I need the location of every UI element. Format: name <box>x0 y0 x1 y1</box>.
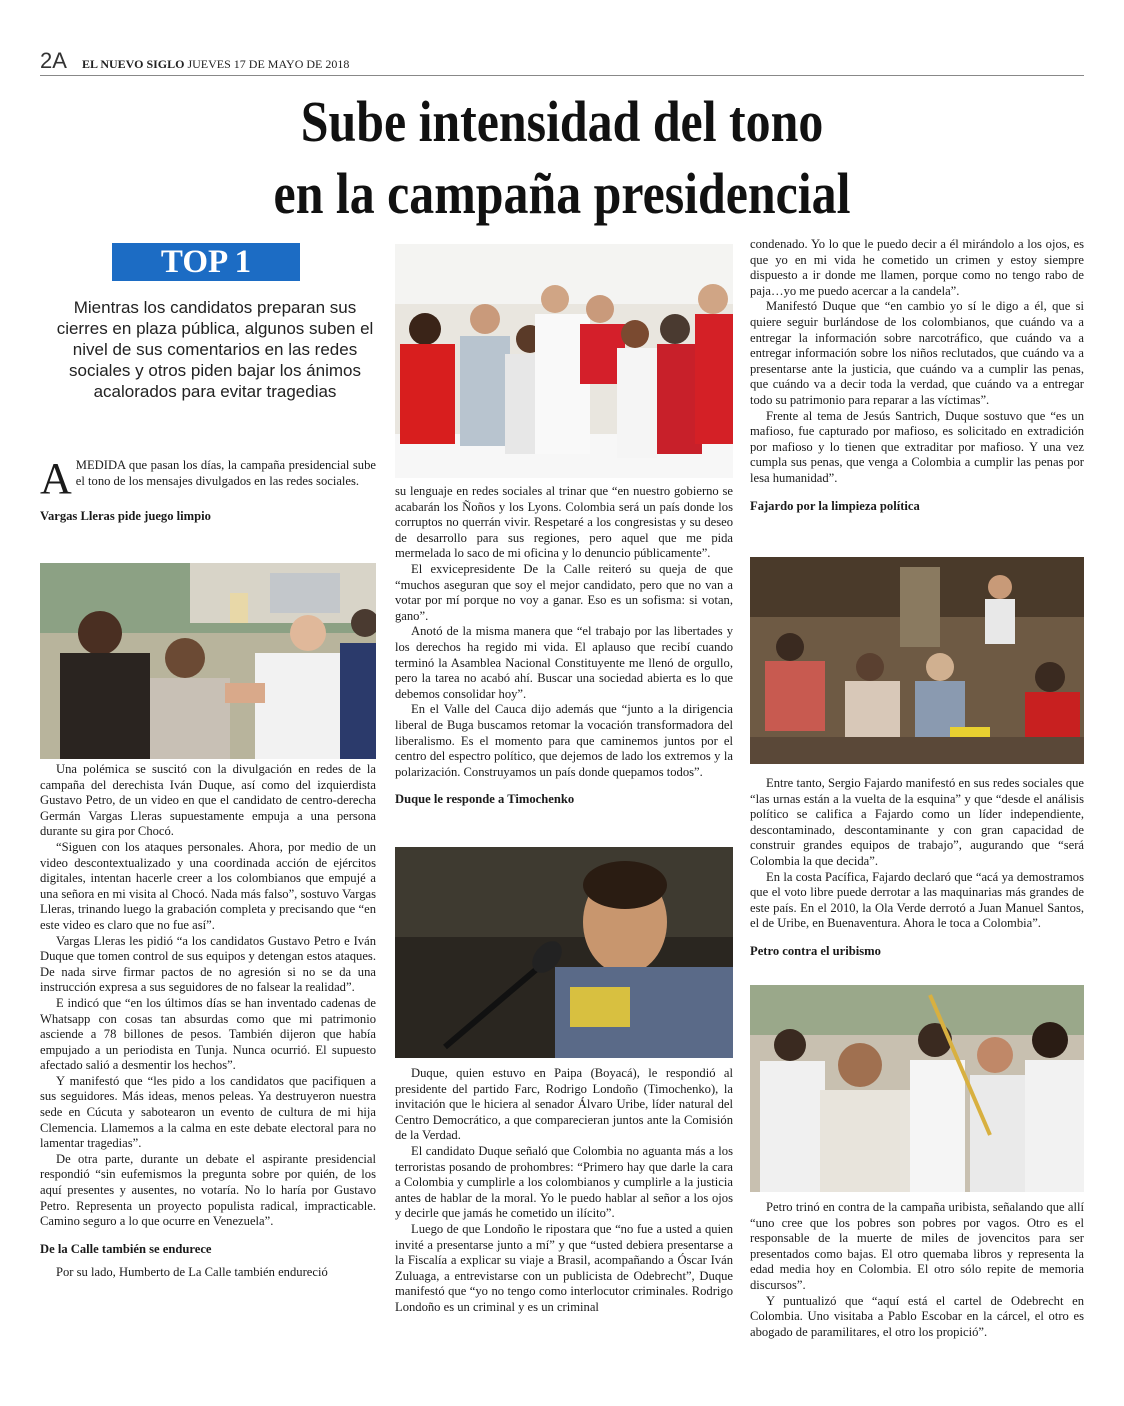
page-folio: 2A <box>40 48 67 73</box>
subhead-vargas: Vargas Lleras pide juego limpio <box>40 509 211 524</box>
headline-line-2: en la campaña presidencial <box>273 161 851 226</box>
subhead-fajardo: Fajardo por la limpieza política <box>750 498 920 513</box>
subhead-petro: Petro contra el uribismo <box>750 943 881 958</box>
photo-gustavo-petro <box>750 985 1084 1192</box>
photo-ivan-duque <box>395 847 733 1058</box>
header-rule <box>40 75 1084 76</box>
paragraph: Frente al tema de Jesús Santrich, Duque sostuvo que “es un mafioso, fue capturado por mafioso, es solicitado en extradición por mafioso y lo tienen que extraditar por mafioso. Y una vez cumpla sus penas, que venga a Colombia a cumplir las penas por lesa humanidad”. <box>750 408 1084 485</box>
paragraph: E indicó que “en los últimos días se han inventado cadenas de Whatsapp con cosas tan absurdas como que mi patrimonio asciende a 78 billones de pesos. También dijeron que había empujado a un periodista en Tunja. Nunca ocurrió. El supuesto afectado salió a desmentir los hechos”. <box>40 995 376 1073</box>
paragraph: Anotó de la misma manera que “el trabajo por las libertades y los derechos ha regido mi vida. El aplauso que recibí cuando terminó la Asamblea Nacional Constituyente me llenó de orgullo, pero la tarea no acabó ahí. Buscar una sociedad abierta es lo que debemos consolidar hoy”. <box>395 624 733 701</box>
column-3-footer <box>750 1200 1084 1340</box>
headline <box>113 86 1011 230</box>
paragraph: Entre tanto, Sergio Fajardo manifestó en sus redes sociales que “las urnas están a la vuelta de la esquina” y que “desde el análisis político se califica a Fajardo como un líder independiente, descontaminado, descontaminante y con gran capacidad de construir grandes equipos de trabajo”, augurando que “será Colombia la que decida”. <box>750 776 1084 868</box>
column-3 <box>750 237 1084 522</box>
photo-sergio-fajardo <box>750 557 1084 764</box>
paragraph: condenado. Yo lo que le puedo decir a él mirándolo a los ojos, es que yo en mi vida he cometido un crimen y estoy siempre dispuesto a ir donde me llamen, porque como no tengo rabo de paja…yo me puedo acercar a la candela”. <box>750 237 1084 298</box>
paragraph: De otra parte, durante un debate el aspirante presidencial respondió “sin eufemismos la pregunta sobre por quién, de los aquí presentes y ausentes, no votaría. No lo haría por Gustavo Petro. Representa un proyecto populista radical, impracticable. Camino seguro a lo que ocurre en Venezuela”. <box>40 1151 376 1229</box>
masthead <box>82 57 349 72</box>
photo-group-image <box>395 244 733 478</box>
paragraph: El candidato Duque señaló que Colombia no aguanta más a los terroristas posando de prohombres: “Primero hay que darle la cara a Colombia y cumplirle a los colombianos y cumplirle a la justicia antes de hablar de la moral. Yo le puedo hablar al señor a los ojos y decirle que jamás he cometido un ilícito”. <box>395 1143 733 1221</box>
paragraph: Luego de que Londoño le ripostara que “no fue a usted a quien invité a presentarse junto a mí” y que “usted debiera presentarse a la Fiscalía a explicar su viaje a Brasil, acompañando a Óscar Iván Zuluaga, a entrevistarse con un publicista de Odebrecht”, Duque manifestó que “yo no tengo como interlocutor criminales. Rodrigo Londoño es un criminal y es un criminal <box>395 1221 733 1314</box>
paragraph: Manifestó Duque que “en cambio yo sí le digo a él, que si quiere seguir burlándose de los colombianos, que cuándo va a entregar la información sobre narcotráfico, que cuándo va a entregar información sobre los niños reclutados, que cuándo va a presentarse ante la justicia, que cuándo va a cumplir las penas, que cuándo va a decir toda la verdad, que cuándo va a entregar todo su patrimonio para reparar a las víctimas”. <box>750 299 1084 407</box>
lead-paragraph: AMEDIDA que pasan los días, la campaña presidencial sube el tono de los mensajes divulgados en las redes sociales. <box>40 454 376 503</box>
newspaper-name: EL NUEVO SIGLO <box>82 57 185 71</box>
photo-fajardo-image <box>750 557 1084 764</box>
paragraph: El exvicepresidente De la Calle reiteró su queja de que “muchos aseguran que soy el mejor candidato, pero que no van a votar por mí porque no voy a ganar. Eso es un sofisma: si votan, gano”. <box>395 561 733 623</box>
paragraph: Duque, quien estuvo en Paipa (Boyacá), le respondió al presidente del partido Farc, Rodrigo Londoño (Timochenko), la invitación que le hiciera al senador Álvaro Uribe, líder natural del Centro Democrático, a que comparecieran juntos ante la Comisión de la Verdad. <box>395 1066 733 1143</box>
column-1-body <box>40 762 376 1280</box>
paragraph: Una polémica se suscitó con la divulgación en redes de la campaña del derechista Iván Duque, así como del izquierdista Gustavo Petro, de un video en que el candidato de centro-derecha Germán Vargas Lleras supuestamente empuja a una persona durante su gira por Chocó. <box>40 762 376 839</box>
subhead-de-la-calle: De la Calle también se endurece <box>40 1241 212 1256</box>
paragraph: En la costa Pacífica, Fajardo declaró que “acá ya demostramos que el voto libre puede derrotar a las maquinarias más grandes de este país. En el 2010, la Ola Verde derrotó a Juan Manuel Santos, el de Uribe, en Buenaventura. Ahora le toca a Colombia”. <box>750 869 1084 931</box>
paragraph: su lenguaje en redes sociales al trinar que “en nuestro gobierno se acabarán los Ñoños y los Lyons. Colombia será un país donde los corruptos no querrán vivir. Respetaré a los congresistas y su deseo de desarrollo para sus regiones, pero aquel que me pida mermelada lo saco de mi oficina y lo denuncio públicamente”. <box>395 484 733 561</box>
photo-vargas-image <box>40 563 376 759</box>
paragraph: Vargas Lleras les pidió “a los candidatos Gustavo Petro e Iván Duque que tomen control de sus equipos y detengan estos ataques. De nada sirve firmar pactos de no agresión si no se da una instrucción expresa a sus seguidores de no falsear la realidad”. <box>40 933 376 995</box>
paragraph: Petro trinó en contra de la campaña uribista, señalando que allí “uno cree que los pobres son pobres por vagos. Otro es el responsable de la muerte de miles de jovencitos para ser presentados como bajas. El otro quemaba libros y representa la edad media hoy en Colombia. El otro sólo repite de memoria discursos”. <box>750 1200 1084 1292</box>
photo-duque-image <box>395 847 733 1058</box>
paragraph: “Siguen con los ataques personales. Ahora, por medio de un video descontextualizado y una coordinada acción de ejércitos digitales, intentan hacerle creer a los colombianos que empujé a una señora en mi visita al Chocó. Nada más falso”, sostuvo Vargas Lleras, trinando luego la grabación completa y precisando que “en este video es claro que no fue así”. <box>40 839 376 932</box>
photo-petro-image <box>750 985 1084 1192</box>
deck: Mientras los candidatos preparan sus cierres en plaza pública, algunos suben el nivel de sus comentarios en las redes sociales y otros piden bajar los ánimos acalorados para evitar tragedias <box>56 298 374 401</box>
issue-date: JUEVES 17 DE MAYO DE 2018 <box>187 57 350 71</box>
column-2-body <box>395 1066 733 1316</box>
column-3-body <box>750 776 1084 967</box>
top-badge: TOP 1 <box>112 243 300 281</box>
column-1 <box>40 454 376 532</box>
paragraph: Y puntualizó que “aquí está el cartel de Odebrecht en Colombia. Uno visitaba a Pablo Escobar en la cárcel, el otro es abogado de paramilitares, el otro los propició”. <box>750 1293 1084 1339</box>
paragraph: Y manifestó que “les pido a los candidatos que pacifiquen a sus seguidores. Más ideas, menos peleas. Ya destruyeron nuestra sede en Cúcuta y sabotearon un evento de cultura de mi hija Clemencia. Llamemos a la calma en este debate electoral para no lamentar tragedias”. <box>40 1073 376 1151</box>
subhead-duque: Duque le responde a Timochenko <box>395 792 575 807</box>
photo-vargas-lleras <box>40 563 376 759</box>
headline-line-1: Sube intensidad del tono <box>300 89 824 154</box>
paragraph: En el Valle del Cauca dijo además que “junto a la dirigencia liberal de Buga buscamos retomar la vocación transformadora del liberalismo. Es el momento para que caminemos juntos por el centro del espectro político, que dejemos de lado los extremos y la polarización. Construyamos un país donde quepamos todos”. <box>395 702 733 779</box>
column-2 <box>395 484 733 815</box>
paragraph: Por su lado, Humberto de La Calle también endureció <box>56 1264 328 1279</box>
drop-cap: A <box>40 454 72 503</box>
photo-de-la-calle-group <box>395 244 733 478</box>
